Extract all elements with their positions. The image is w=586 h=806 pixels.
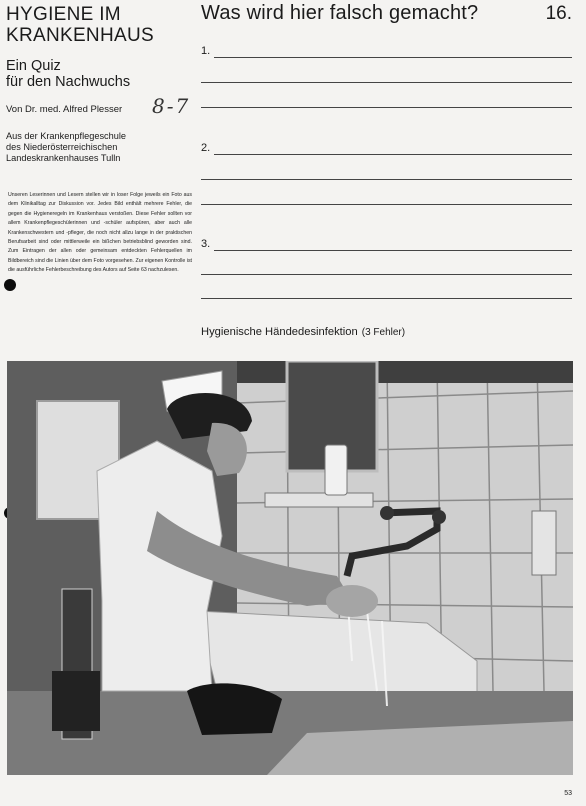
wall-switch [532, 511, 556, 575]
answer-line[interactable] [214, 250, 572, 251]
title-line: KRANKENHAUS [6, 25, 154, 46]
answer-line[interactable] [214, 154, 572, 155]
answer-label-2: 2. [201, 142, 211, 154]
title-line: HYGIENE IM [6, 4, 121, 25]
quiz-photo [7, 361, 573, 775]
answer-line[interactable] [201, 274, 572, 275]
shelf [265, 493, 373, 507]
answer-label-1: 1. [201, 45, 211, 57]
quiz-heading: Was wird hier falsch gemacht? [201, 2, 479, 24]
punch-hole [4, 279, 16, 291]
nurse-hands [326, 585, 378, 617]
author-byline: Von Dr. med. Alfred Plesser [6, 104, 123, 115]
article-title [6, 4, 154, 46]
answer-line[interactable] [201, 298, 572, 299]
error-count: (3 Fehler) [361, 327, 406, 338]
answer-line[interactable] [201, 107, 572, 108]
answer-label-3: 3. [201, 238, 211, 250]
soap-bottle [325, 445, 347, 495]
answer-line[interactable] [201, 82, 572, 83]
answer-line[interactable] [201, 204, 572, 205]
institution-block [6, 131, 126, 164]
article-subtitle [6, 58, 130, 90]
quiz-number: 16. [545, 3, 572, 24]
caption-text: Hygienische Händedesinfektion [201, 326, 358, 338]
institution-line: Aus der Krankenpflegeschule [6, 131, 127, 141]
subtitle-line: Ein Quiz [6, 58, 61, 74]
intro-paragraph: Unseren Leserinnen und Lesern stellen wir in loser Folge jeweils ein Foto aus dem Klinikalltag zur Diskussion vor. Jedes Bild enthält mehrere Fehler, die gegen die Hygieneregeln im Krankenhaus verstoßen. Diese Fehler sollten vor allem Krankenpflegeschülerinnen und -schüler aufspüren, aber auch alle Krankenschwestern und -pfleger, die noch nicht allzu lange in der praktischen Berufsarbeit sind oder mittlerweile ein bißchen betriebsblind geworden sind. Zum Eintragen der allen oder gemeinsam entdeckten Fehlerquellen im Bildbereich sind die Linien über dem Foto vorgesehen. Zur eigenen Kontrolle ist die ausführliche Fehlerbeschreibung des Autors auf Seite 63 nachzulesen. [8, 192, 192, 274]
photo-caption [201, 326, 405, 338]
footer-page-number: 53 [564, 790, 572, 797]
photo-illustration [7, 361, 573, 775]
institution-line: Landeskrankenhauses Tulln [6, 153, 121, 163]
handwritten-note: 8-7 [152, 94, 191, 118]
subtitle-line: für den Nachwuchs [6, 74, 131, 90]
answer-line[interactable] [214, 57, 572, 58]
institution-line: des Niederösterreichischen [6, 142, 118, 152]
answer-line[interactable] [201, 179, 572, 180]
